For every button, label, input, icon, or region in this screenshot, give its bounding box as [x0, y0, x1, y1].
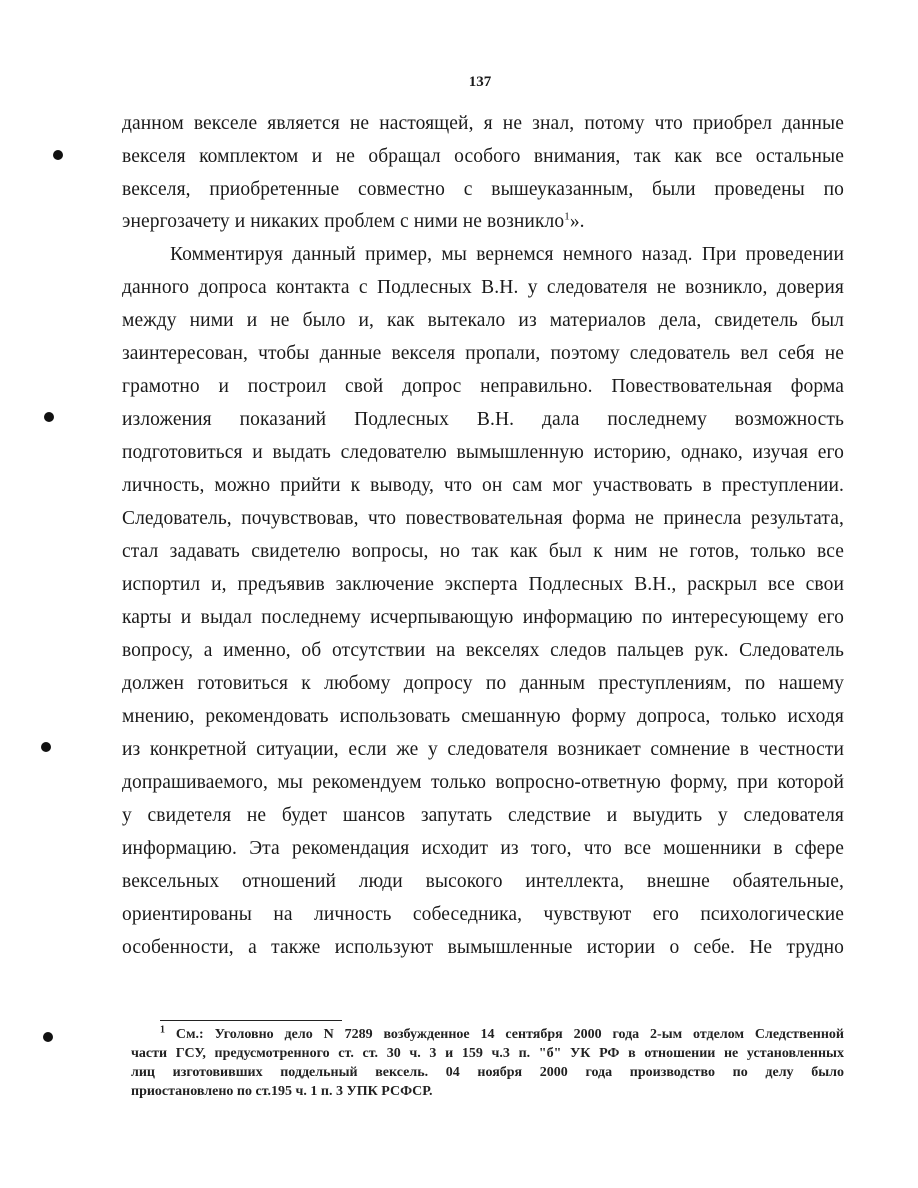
- text-line: мнению, рекомендовать использовать смешанную форму допроса, только исходя: [122, 706, 844, 727]
- text-line: особенности, а также используют вымышленные истории о себе. Не трудно: [122, 937, 844, 958]
- footnote-marker: 1: [160, 1024, 165, 1036]
- punch-hole-3: [41, 742, 51, 752]
- text-line: векселя комплектом и не обращал особого внимания, так как все остальные: [122, 146, 844, 167]
- text-line: из конкретной ситуации, если же у следователя возникает сомнение в честности: [122, 739, 844, 760]
- text-line: у свидетеля не будет шансов запутать следствие и выудить у следователя: [122, 805, 844, 826]
- text-line-content: энергозачету и никаких проблем с ними не возникло: [122, 211, 565, 232]
- text-line: подготовиться и выдать следователю вымышленную историю, однако, изучая его: [122, 442, 844, 463]
- text-line: между ними и не было и, как вытекало из материалов дела, свидетель был: [122, 310, 844, 331]
- text-line: карты и выдал последнему исчерпывающую информацию по интересующему его: [122, 607, 844, 628]
- text-line: [122, 210, 844, 234]
- footnote-line: приостановлено по ст.195 ч. 1 п. 3 УПК РСФСР.: [131, 1084, 433, 1099]
- footnote-separator: [160, 1020, 342, 1021]
- text-line: должен готовиться к любому допросу по данным преступлениям, по нашему: [122, 673, 844, 694]
- footnote-reference: 1: [564, 210, 570, 223]
- punch-hole-1: [53, 150, 63, 160]
- text-line: информацию. Эта рекомендация исходит из того, что все мошенники в сфере: [122, 838, 844, 859]
- text-line: личность, можно прийти к выводу, что он сам мог участвовать в преступлении.: [122, 475, 844, 496]
- punch-hole-2: [44, 412, 54, 422]
- quote-close: ».: [569, 211, 585, 232]
- text-line: вексельных отношений люди высокого интеллекта, внешне обаятельные,: [122, 871, 844, 892]
- text-line: изложения показаний Подлесных В.Н. дала последнему возможность: [122, 409, 844, 430]
- text-line: вопросу, а именно, об отсутствии на векселях следов пальцев рук. Следователь: [122, 640, 844, 661]
- text-line: заинтересован, чтобы данные векселя пропали, поэтому следователь вел себя не: [122, 343, 844, 364]
- text-line: Комментируя данный пример, мы вернемся немного назад. При проведении: [170, 244, 844, 265]
- footnote-line: [160, 1026, 844, 1044]
- text-line: данного допроса контакта с Подлесных В.Н. у следователя не возникло, доверия: [122, 277, 844, 298]
- punch-hole-4: [43, 1032, 53, 1042]
- text-line: векселя, приобретенные совместно с вышеуказанным, были проведены по: [122, 179, 844, 200]
- text-line: стал задавать свидетелю вопросы, но так как был к ним не готов, только все: [122, 541, 844, 562]
- text-line: грамотно и построил свой допрос неправильно. Повествовательная форма: [122, 376, 844, 397]
- footnote-line-text: См.: Уголовно дело N 7289 возбужденное 14 сентября 2000 года 2-ым отделом Следственной: [175, 1027, 845, 1042]
- text-line: данном векселе является не настоящей, я не знал, потому что приобрел данные: [122, 113, 844, 134]
- text-line: испортил и, предъявив заключение эксперта Подлесных В.Н., раскрыл все свои: [122, 574, 844, 595]
- text-line: ориентированы на личность собеседника, чувствуют его психологические: [122, 904, 844, 925]
- footnote-line: части ГСУ, предусмотренного ст. ст. 30 ч. 3 и 159 ч.3 п. "б" УК РФ в отношении не установленных: [131, 1046, 844, 1061]
- text-line: допрашиваемого, мы рекомендуем только вопросно-ответную форму, при которой: [122, 772, 844, 793]
- text-line: Следователь, почувствовав, что повествовательная форма не принесла результата,: [122, 508, 844, 529]
- page-number: 137: [468, 74, 492, 90]
- footnote-line: лиц изготовивших поддельный вексель. 04 ноября 2000 года производство по делу было: [131, 1065, 844, 1080]
